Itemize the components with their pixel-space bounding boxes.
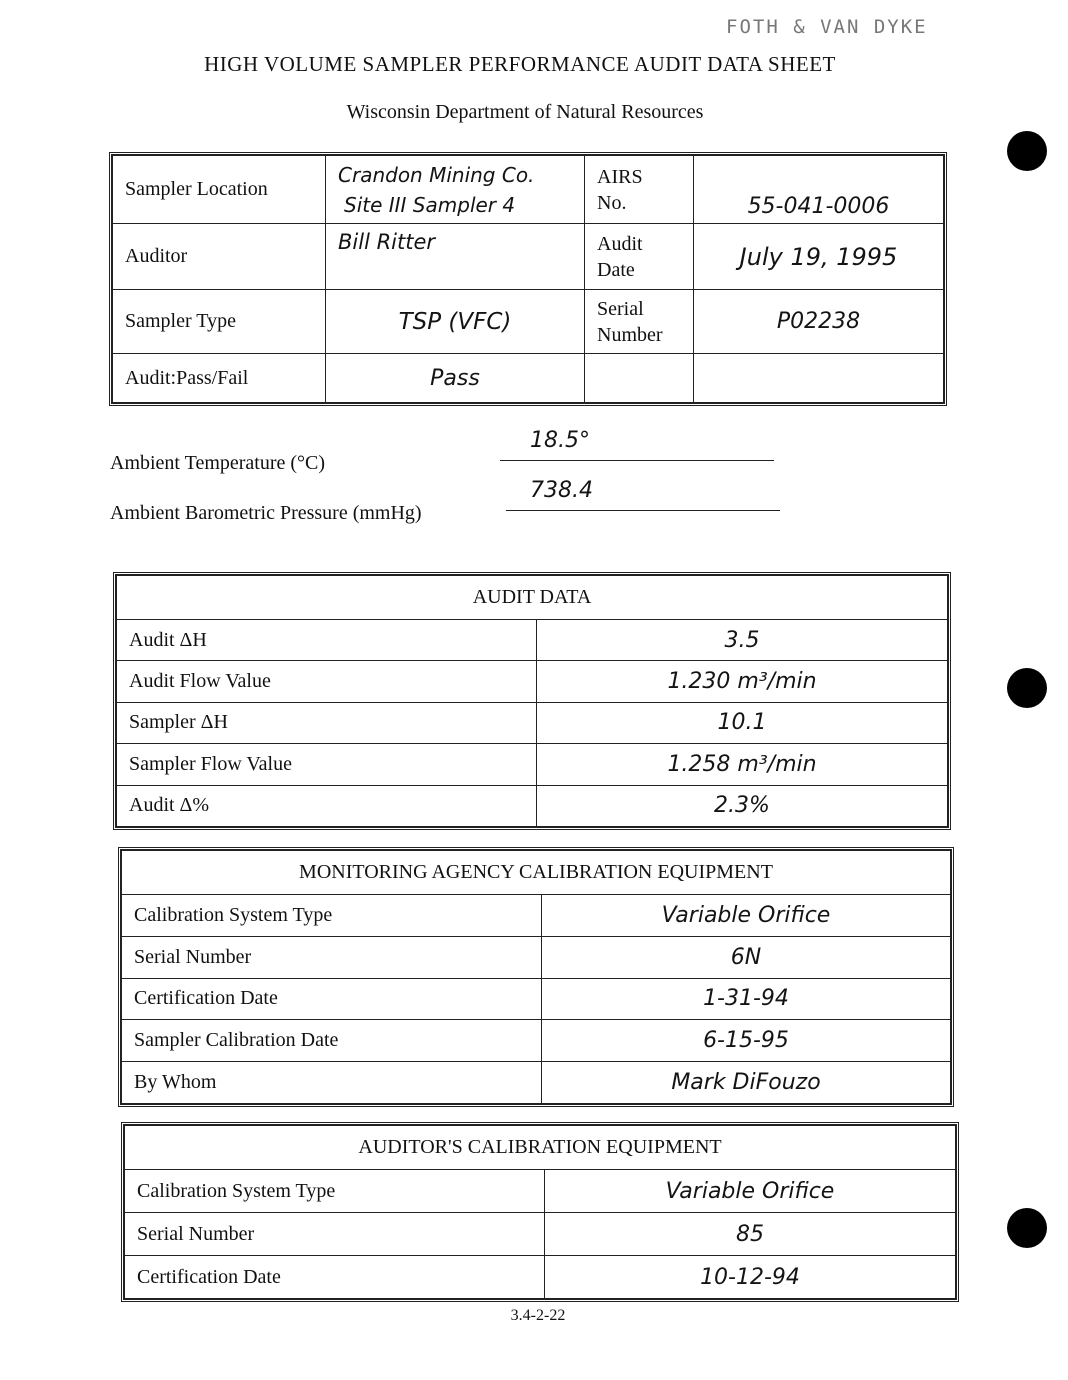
audit-date-value: July 19, 1995	[694, 224, 944, 290]
ambient-pressure-field	[506, 478, 780, 511]
agency-certification-date-value: 1-31-94	[542, 978, 951, 1020]
serial-number-label: Serial Number	[585, 290, 694, 354]
auditor-certification-date-label: Certification Date	[125, 1256, 545, 1299]
empty-cell	[694, 354, 944, 403]
sampler-calibration-date-value: 6-15-95	[542, 1020, 951, 1062]
sampler-type-label: Sampler Type	[113, 290, 326, 354]
airs-number-value: 55-041-0006	[694, 156, 944, 224]
binder-hole	[1007, 131, 1047, 171]
sampler-info-table	[109, 152, 947, 406]
sampler-location-line2: Site III Sampler 4	[344, 192, 516, 217]
pass-fail-value: Pass	[326, 354, 585, 403]
agency-system-type-label: Calibration System Type	[122, 895, 542, 937]
ambient-temperature-value: 18.5°	[530, 428, 590, 453]
agency-system-type-value: Variable Orifice	[542, 895, 951, 937]
airs-label: AIRS No.	[585, 156, 694, 224]
auditor-equipment-table	[121, 1122, 959, 1302]
by-whom-value: Mark DiFouzo	[542, 1062, 951, 1104]
auditor-value: Bill Ritter	[326, 224, 585, 290]
auditor-serial-number-value: 85	[545, 1213, 956, 1256]
binder-hole	[1007, 668, 1047, 708]
ambient-temperature-field	[500, 428, 774, 461]
company-stamp: FOTH & VAN DYKE	[726, 16, 928, 38]
auditor-equipment-header: AUDITOR'S CALIBRATION EQUIPMENT	[125, 1126, 956, 1170]
audit-delta-h-value: 3.5	[537, 620, 948, 661]
audit-flow-value-label: Audit Flow Value	[117, 661, 537, 702]
page-title: HIGH VOLUME SAMPLER PERFORMANCE AUDIT DATA SHEET	[204, 52, 836, 76]
agency-serial-number-label: Serial Number	[122, 936, 542, 978]
agency-certification-date-label: Certification Date	[122, 978, 542, 1020]
temperature-underline	[500, 460, 774, 461]
auditor-certification-date-value: 10-12-94	[545, 1256, 956, 1299]
audit-delta-h-label: Audit ΔH	[117, 620, 537, 661]
empty-cell	[585, 354, 694, 403]
ambient-temperature-label: Ambient Temperature (°C)	[110, 452, 326, 474]
sampler-type-value: TSP (VFC)	[326, 290, 585, 354]
sampler-location-line1: Crandon Mining Co.	[338, 162, 535, 187]
auditor-system-type-value: Variable Orifice	[545, 1170, 956, 1213]
page-subtitle: Wisconsin Department of Natural Resources	[346, 101, 704, 123]
ambient-pressure-value: 738.4	[530, 478, 593, 503]
binder-hole	[1007, 1208, 1047, 1248]
auditor-system-type-label: Calibration System Type	[125, 1170, 545, 1213]
pressure-underline	[506, 510, 780, 511]
sampler-delta-h-value: 10.1	[537, 702, 948, 743]
sampler-calibration-date-label: Sampler Calibration Date	[122, 1020, 542, 1062]
audit-flow-value: 1.230 m³/min	[537, 661, 948, 702]
sampler-delta-h-label: Sampler ΔH	[117, 702, 537, 743]
audit-data-table	[113, 572, 951, 830]
page-number: 3.4-2-22	[510, 1307, 566, 1324]
auditor-label: Auditor	[113, 224, 326, 290]
sampler-location-label: Sampler Location	[113, 156, 326, 224]
audit-delta-percent-label: Audit Δ%	[117, 785, 537, 826]
agency-equipment-table	[118, 847, 954, 1107]
audit-date-label: Audit Date	[585, 224, 694, 290]
agency-equipment-header: MONITORING AGENCY CALIBRATION EQUIPMENT	[122, 851, 951, 895]
ambient-pressure-label: Ambient Barometric Pressure (mmHg)	[110, 502, 422, 524]
sampler-location-value	[326, 156, 585, 224]
agency-serial-number-value: 6N	[542, 936, 951, 978]
audit-delta-percent-value: 2.3%	[537, 785, 948, 826]
sampler-flow-value-label: Sampler Flow Value	[117, 744, 537, 785]
pass-fail-label: Audit:Pass/Fail	[113, 354, 326, 403]
sampler-flow-value: 1.258 m³/min	[537, 744, 948, 785]
audit-data-header: AUDIT DATA	[117, 576, 948, 620]
by-whom-label: By Whom	[122, 1062, 542, 1104]
serial-number-value: P02238	[694, 290, 944, 354]
auditor-serial-number-label: Serial Number	[125, 1213, 545, 1256]
